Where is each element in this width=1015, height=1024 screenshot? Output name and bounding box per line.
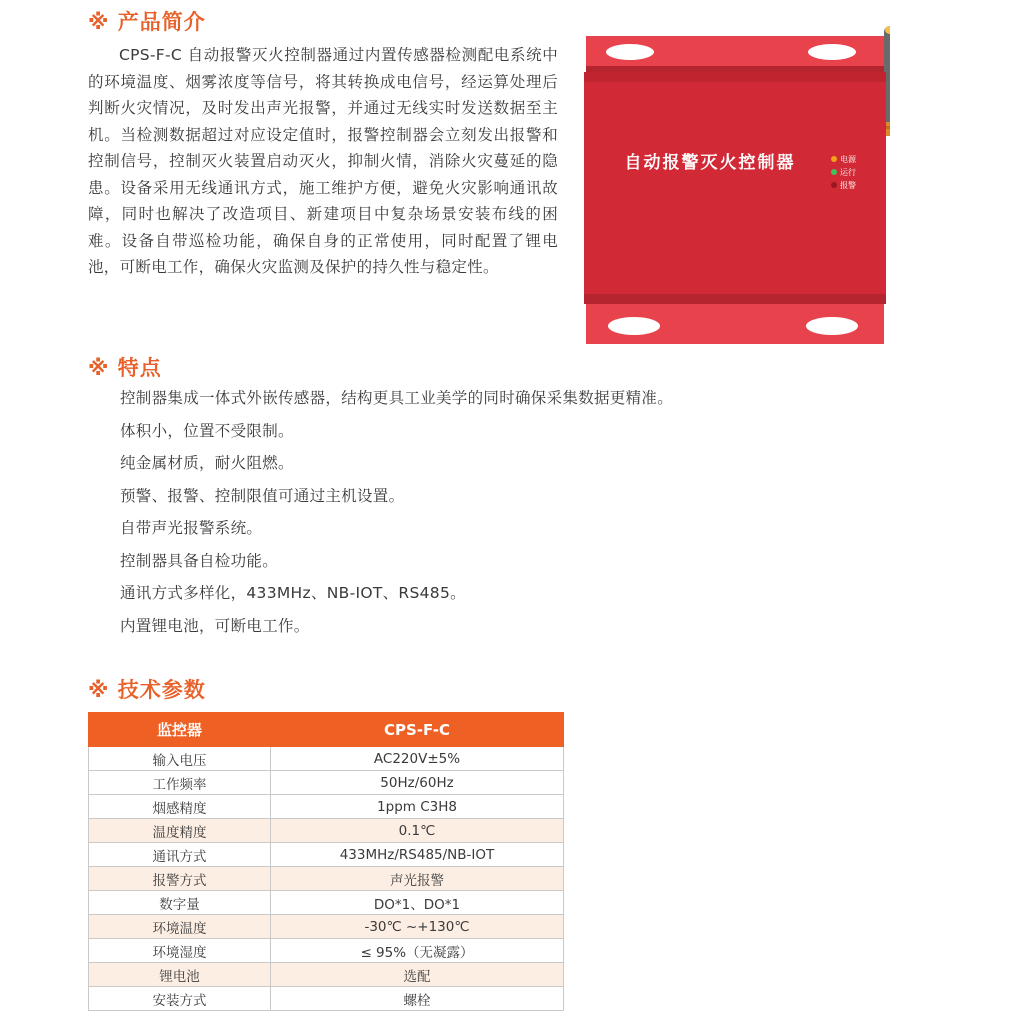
spec-value: 0.1℃: [271, 819, 564, 843]
spec-key: 工作频率: [89, 771, 271, 795]
spec-value: 选配: [271, 963, 564, 987]
feature-item: 通讯方式多样化，433MHz、NB-IOT、RS485。: [120, 584, 466, 602]
table-row: [89, 987, 564, 1011]
intro-paragraph: CPS-F-C 自动报警灭火控制器通过内置传感器检测配电系统中的环境温度、烟雾浓度等信号，将其转换成电信号，经运算处理后判断火灾情况，及时发出声光报警，并通过无线实时发送数据至主机。当检测数据超过对应设定值时，报警控制器会立刻发出报警和控制信号，控制灭火装置启动灭火，抑制火情，消除火灾蔓延的隐患。设备采用无线通讯方式，施工维护方便，避免火灾影响通讯故障，同时也解决了改造项目、新建项目中复杂场景安装布线的困难。设备自带巡检功能，确保自身的正常使用，同时配置了锂电池，可断电工作，确保火灾监测及保护的持久性与稳定性。: [88, 46, 558, 276]
indicator-run: 运行: [840, 168, 856, 177]
spec-value: 1ppm C3H8: [271, 795, 564, 819]
indicator-power: 电源: [840, 155, 856, 164]
spec-header-row: [89, 713, 564, 747]
feature-item: 内置锂电池，可断电工作。: [120, 616, 310, 635]
mount-hole: [806, 317, 858, 335]
table-row: [89, 843, 564, 867]
feature-item: 纯金属材质，耐火阻燃。: [120, 454, 294, 472]
features-title: ※ 特点: [88, 356, 162, 380]
table-row: [89, 867, 564, 891]
feature-item: 预警、报警、控制限值可通过主机设置。: [120, 486, 405, 505]
spec-key: 烟感精度: [89, 795, 271, 819]
feature-item: 体积小，位置不受限制。: [120, 421, 294, 440]
table-row: [89, 915, 564, 939]
table-row: [89, 963, 564, 987]
table-row: [89, 939, 564, 963]
spec-value: ≤ 95%（无凝露）: [271, 939, 564, 963]
spec-value: DO*1、DO*1: [271, 891, 564, 915]
specs-title: ※ 技术参数: [88, 678, 206, 702]
mount-hole: [606, 44, 654, 60]
table-row: [89, 891, 564, 915]
spec-key: 温度精度: [89, 819, 271, 843]
spec-header-param: 监控器: [89, 713, 271, 747]
mount-hole: [608, 317, 660, 335]
spec-key: 数字量: [89, 891, 271, 915]
spec-header-model: CPS-F-C: [271, 713, 564, 747]
device-label: 自动报警灭火控制器: [624, 153, 796, 173]
spec-value: -30℃ ~+130℃: [271, 915, 564, 939]
device-image: [580, 22, 890, 350]
features-list: [120, 385, 673, 645]
feature-item: 控制器集成一体式外嵌传感器，结构更具工业美学的同时确保采集数据更精准。: [120, 389, 674, 407]
spec-key: 通讯方式: [89, 843, 271, 867]
alarm-led-icon: [831, 182, 837, 188]
mount-hole: [808, 44, 856, 60]
spec-value: 433MHz/RS485/NB-IOT: [271, 843, 564, 867]
spec-key: 安装方式: [89, 987, 271, 1011]
table-row: [89, 795, 564, 819]
spec-value: 声光报警: [271, 867, 564, 891]
run-led-icon: [831, 169, 837, 175]
table-row: [89, 819, 564, 843]
feature-item: 控制器具备自检功能。: [120, 551, 279, 570]
spec-key: 报警方式: [89, 867, 271, 891]
spec-key: 输入电压: [89, 747, 271, 771]
intro-title: ※ 产品简介: [88, 10, 206, 34]
power-led-icon: [831, 156, 837, 162]
spec-value: 50Hz/60Hz: [271, 771, 564, 795]
spec-key: 环境湿度: [89, 939, 271, 963]
spec-table: [88, 712, 564, 1011]
spec-key: 环境温度: [89, 915, 271, 939]
spec-key: 锂电池: [89, 963, 271, 987]
spec-value: 螺栓: [271, 987, 564, 1011]
indicator-alarm: 报警: [840, 181, 856, 190]
table-row: [89, 771, 564, 795]
spec-value: AC220V±5%: [271, 747, 564, 771]
feature-item: 自带声光报警系统。: [120, 519, 263, 537]
table-row: [89, 747, 564, 771]
